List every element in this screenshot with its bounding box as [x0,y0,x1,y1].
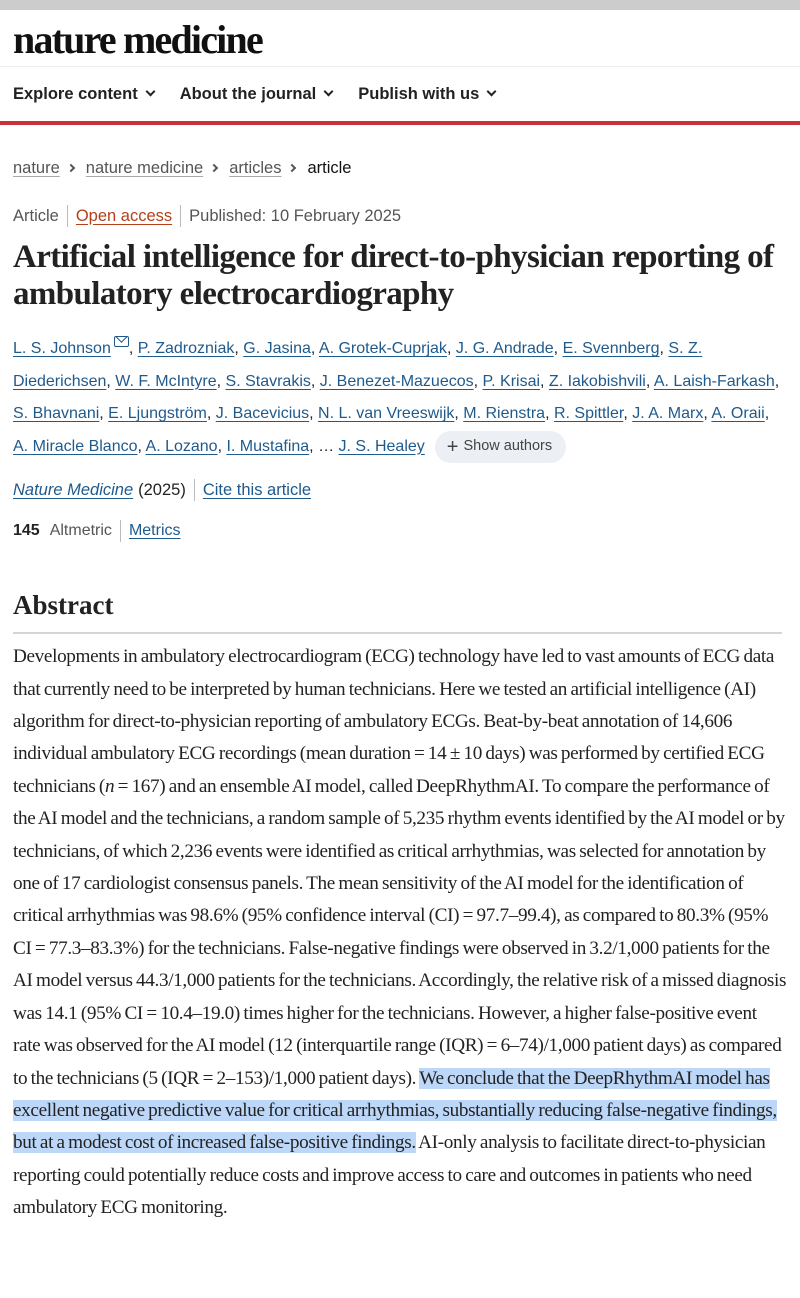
author-link[interactable]: P. Krisai [482,372,541,390]
article-metrics [0,520,800,542]
breadcrumb-current: article [307,158,352,177]
author-link[interactable]: A. Lozano [145,437,218,455]
author-link[interactable]: S. Z. Diederichsen [13,340,703,390]
author-link[interactable]: W. F. McIntyre [115,372,217,390]
breadcrumb-nature-medicine[interactable]: nature medicine [85,158,204,177]
plus-icon: + [446,435,459,458]
altmetric-score: 145 [13,522,40,540]
author-link[interactable]: P. Zadrozniak [137,340,235,357]
author-link[interactable]: A. Laish-Farkash [653,372,775,390]
author-link[interactable]: Z. Iakobishvili [548,372,646,390]
metrics-link[interactable]: Metrics [128,522,181,540]
breadcrumb-nature[interactable]: nature [13,158,60,177]
nav-publish-with-us[interactable] [358,85,495,104]
divider [67,205,68,227]
browser-top-strip [0,0,800,10]
author-link[interactable]: A. Miracle Blanco [13,437,138,455]
author-link[interactable]: G. Jasina [243,340,311,357]
open-access-link[interactable]: Open access [75,206,173,225]
abstract-part-1: Developments in ambulatory electrocardiogram (ECG) technology have led to vast amounts of ECG data that currently need to be interpreted by human technicians. Here we tested an artificial intelligence (AI) algorithm for direct-to-physician reporting of ambulatory ECGs. Beat-by-beat annotation of 14,606 individual ambulatory ECG recordings (mean duration = 14 ± 10 days) was performed by certified ECG technicians ( [13,646,775,797]
author-link[interactable]: L. S. Johnson [13,340,111,357]
divider [180,205,181,227]
author-list: L. S. Johnson , P. Zadrozniak, G. Jasina, A. Grotek-Cuprjak, J. G. Andrade, E. Svennberg, S. Z. Diederichsen, W. F. McIntyre, S. Stavrakis, J. Benezet-Mazuecos, P. Krisai, Z. Iakobishvili, A. Laish-Farkash, S. Bhavnani, E. Ljungström, J. Bacevicius, N. L. van Vreeswijk, M. Rienstra, R. Spittler, J. A. Marx, A. Oraii, A. Miracle Blanco, A. Lozano, I. Mustafina, … J. S. Healey + Show authors [0,333,800,463]
author-link[interactable]: I. Mustafina [226,437,310,455]
logo-bar [0,10,800,67]
abstract-highlighted-selection[interactable]: We conclude that the DeepRhythmAI model has excellent negative predictive value for critical arrhythmias, substantially reducing false-negative findings, but at a modest cost of increased false-positive findings. [13,1067,777,1154]
author-link[interactable]: J. G. Andrade [455,340,554,357]
author-link[interactable]: A. Oraii [711,405,765,422]
abstract-heading: Abstract [13,590,114,621]
author-link[interactable]: N. L. van Vreeswijk [318,405,455,422]
journal-name-link[interactable]: Nature Medicine [13,480,134,499]
breadcrumb-articles[interactable]: articles [229,158,282,177]
author-link[interactable]: M. Rienstra [463,405,546,422]
author-link[interactable]: A. Grotek-Cuprjak [318,340,447,357]
journal-logo[interactable]: nature medicine [13,17,262,62]
chevron-down-icon [145,87,155,97]
breadcrumb [0,148,800,188]
abstract-part-3: AI-only analysis to facilitate direct-to-physician reporting could potentially reduce costs and improve access to care and outcomes in patients who need ambulatory ECG monitoring. [13,1132,766,1219]
abstract-divider [13,632,782,634]
author-link[interactable]: J. Bacevicius [215,405,310,422]
author-link[interactable]: J. Benezet-Mazuecos [319,372,474,390]
divider [194,479,195,501]
journal-citation [0,479,800,501]
mail-icon[interactable] [114,336,129,347]
show-authors-label: Show authors [463,438,553,455]
author-link[interactable]: S. Stavrakis [225,372,311,390]
article-title: Artificial intelligence for direct-to-physician reporting of ambulatory electrocardiography [13,239,774,312]
nav-label: Publish with us [358,84,480,103]
author-link[interactable]: S. Bhavnani [13,405,100,422]
chevron-right-icon [288,164,296,172]
author-link[interactable]: E. Ljungström [108,405,207,422]
author-link[interactable]: J. S. Healey [338,437,425,455]
nav-label: Explore content [13,84,138,103]
nav-explore-content[interactable] [13,85,154,104]
abstract-n-italic: n [104,775,115,797]
show-authors-button[interactable] [435,431,566,463]
divider [120,520,121,542]
nav-label: About the journal [179,84,317,103]
chevron-right-icon [210,164,218,172]
journal-year: (2025) [138,480,186,499]
author-link[interactable]: R. Spittler [553,405,624,422]
abstract-text [0,641,800,1224]
published-date: Published: 10 February 2025 [189,206,402,225]
chevron-right-icon [67,164,75,172]
nav-about-journal[interactable] [180,85,333,104]
author-link[interactable]: J. A. Marx [632,405,704,422]
main-nav [0,67,800,125]
abstract-part-2: = 167) and an ensemble AI model, called DeepRhythmAI. To compare the performance of the AI model and the technicians, a random sample of 5,235 rhythm events identified by the AI model or by technicians, of which 2,236 events were identified as critical arrhythmias, was selected for annotation by one of 17 cardiologist consensus panels. The mean sensitivity of the AI model for the identification of critical arrhythmias was 98.6% (95% confidence interval (CI) = 97.7–99.4), as compared to 80.3% (95% CI = 77.3–83.3%) for the technicians. False-negative findings were observed in 3.2/1,000 patients for the AI model versus 44.3/1,000 patients for the technicians. Accordingly, the relative risk of a missed diagnosis was 14.1 (95% CI = 10.4–19.0) times higher for the technicians. However, a higher false-positive event rate was observed for the AI model (12 (interquartile range (IQR) = 6–74)/1,000 patient days) as compared to the technicians (5 (IQR = 2–153)/1,000 patient days). [13,775,787,1089]
author-link[interactable]: E. Svennberg [562,340,660,357]
site-header [0,10,800,125]
article-type: Article [13,206,59,225]
chevron-down-icon [487,87,497,97]
cite-this-article-link[interactable]: Cite this article [202,480,312,499]
author-ellipsis: … [318,437,335,455]
altmetric-label: Altmetric [49,522,112,540]
article-meta [0,205,800,227]
chevron-down-icon [324,87,334,97]
